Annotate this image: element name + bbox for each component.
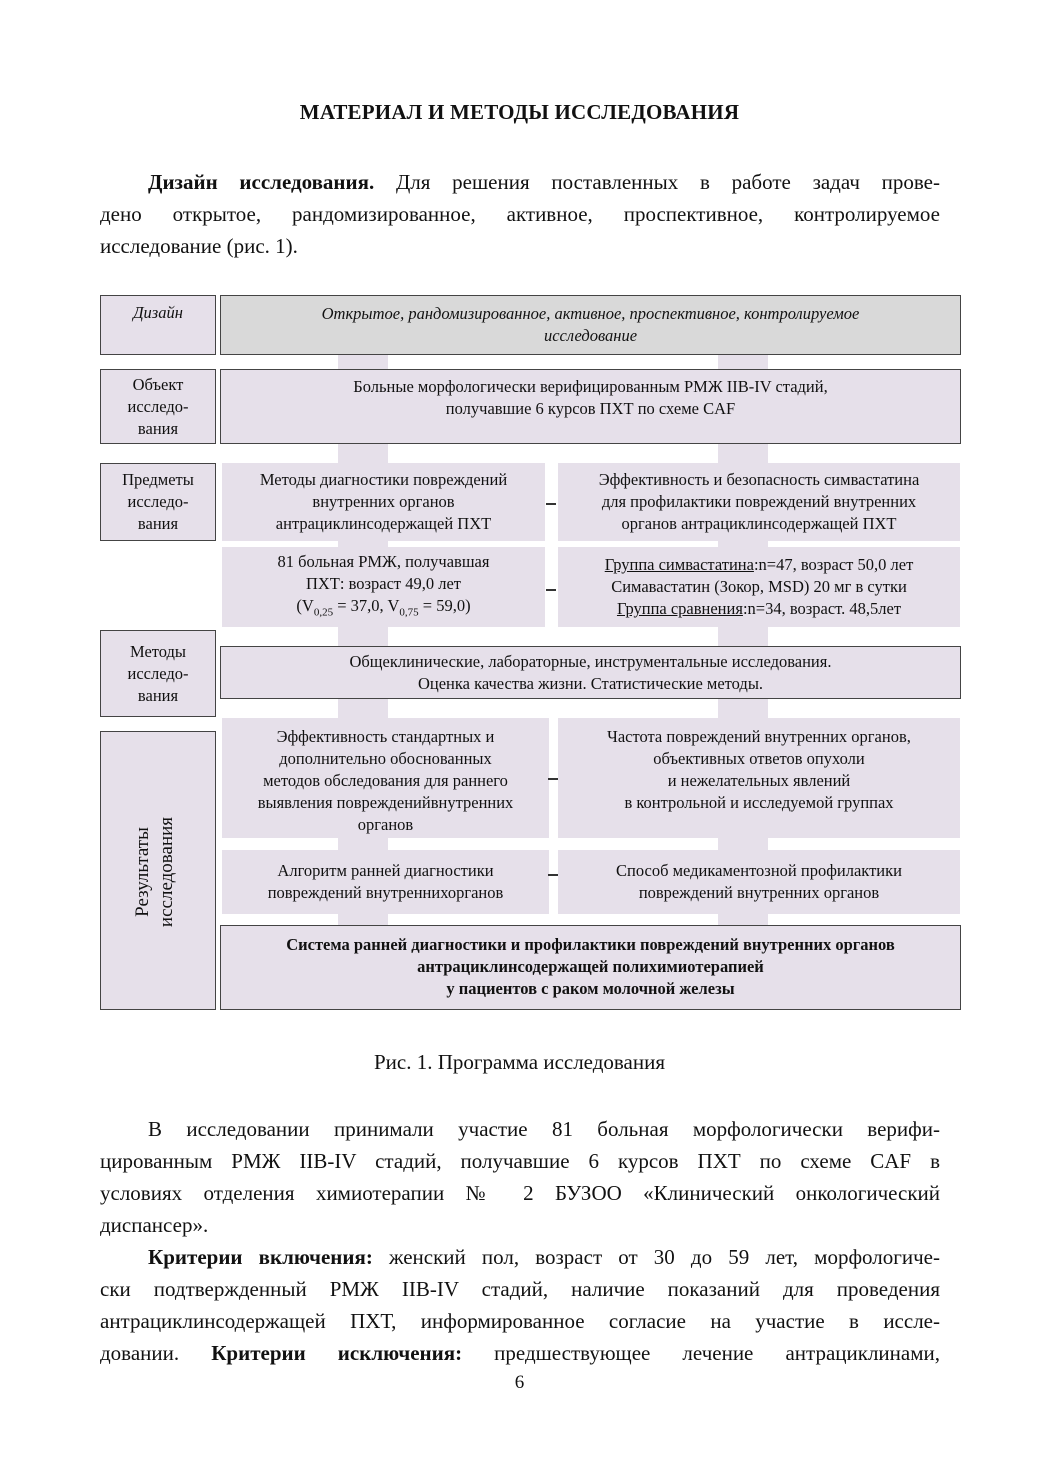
box-line: получавшие 6 курсов ПХТ по схеме CAF bbox=[445, 399, 736, 418]
para-line: антрациклинсодержащей ПХТ, информированное согласие на участие в иссле- bbox=[100, 1309, 940, 1333]
intro-line: дено открытое, рандомизированное, активное, проспективное, контролируемое bbox=[100, 202, 940, 226]
para-line: В исследовании принимали участие 81 больная морфологически верифи- bbox=[148, 1117, 940, 1141]
algorithm-left-box bbox=[222, 850, 549, 914]
exclusion-criteria-label: Критерии исключения: bbox=[211, 1341, 463, 1365]
box-line: внутренних органов bbox=[312, 492, 455, 511]
patients-left-box bbox=[222, 547, 545, 627]
intro-line: Для решения поставленных в работе задач прове- bbox=[374, 170, 940, 194]
box-line: Эффективность и безопасность симвастатина bbox=[598, 470, 920, 489]
group-simvastatin-text: :n=47, возраст 50,0 лет bbox=[753, 555, 914, 574]
para-line: цированным РМЖ IIB-IV стадий, получавшие 6 курсов ПХТ по схеме CAF в bbox=[100, 1149, 940, 1173]
box-line: у пациентов с раком молочной железы bbox=[446, 979, 735, 998]
connector-dash bbox=[546, 589, 556, 591]
box-line: антрациклинсодержащей полихимиотерапией bbox=[417, 957, 764, 976]
connector-dash bbox=[546, 503, 556, 505]
box-line: Алгоритм ранней диагностики bbox=[277, 861, 494, 880]
label-line: Предметы bbox=[122, 470, 194, 489]
label-object bbox=[100, 369, 216, 444]
box-line: методов обследования для раннего bbox=[263, 771, 508, 790]
box-line: Больные морфологически верифицированным РМЖ IIB-IV стадий, bbox=[353, 377, 828, 396]
v-sub: 0,25 bbox=[313, 606, 334, 619]
design-box bbox=[220, 295, 961, 355]
label-line: вания bbox=[137, 514, 179, 533]
results-left-box bbox=[222, 718, 549, 838]
patients-right-box bbox=[558, 547, 960, 627]
label-results-text bbox=[131, 772, 185, 972]
para-line: диспансер». bbox=[100, 1213, 209, 1237]
intro-bold: Дизайн исследования. bbox=[148, 170, 375, 194]
box-line: Оценка качества жизни. Статистические методы. bbox=[417, 673, 764, 693]
group-comparison-text: :n=34, возраст. 48,5лет bbox=[742, 599, 902, 618]
v-mid: = 37,0, V bbox=[333, 595, 400, 615]
subjects-left-box bbox=[222, 463, 545, 541]
box-line: 81 больная РМЖ, получавшая bbox=[277, 551, 490, 571]
box-line: в контрольной и исследуемой группах bbox=[624, 793, 894, 812]
participants-paragraph bbox=[100, 1113, 940, 1241]
label-line: вания bbox=[137, 685, 179, 705]
page-heading: МАТЕРИАЛ И МЕТОДЫ ИССЛЕДОВАНИЯ bbox=[299, 100, 740, 124]
v-close: = 59,0) bbox=[418, 595, 471, 615]
page-number: 6 bbox=[514, 1372, 525, 1393]
label-line: вания bbox=[137, 418, 179, 438]
box-line: выявления поврежденийвнутренних bbox=[257, 793, 514, 812]
object-box bbox=[220, 369, 961, 444]
box-line: антрациклинсодержащей ПХТ bbox=[275, 514, 492, 533]
box-line: Открытое, рандомизированное, активное, проспективное, контролируемое bbox=[321, 304, 860, 323]
box-line: Способ медикаментозной профилактики bbox=[616, 861, 902, 880]
para-line: предшествующее лечение антрациклинами, bbox=[462, 1341, 941, 1365]
label-design-text: Дизайн bbox=[133, 303, 183, 322]
box-line: дополнительно обоснованных bbox=[279, 749, 492, 768]
group-simvastatin-line bbox=[605, 554, 914, 576]
label-line: исследо- bbox=[127, 396, 189, 416]
para-line: довании. bbox=[100, 1341, 212, 1365]
intro-line: исследование (рис. 1). bbox=[100, 234, 298, 258]
label-design bbox=[100, 295, 216, 355]
label-line: исследования bbox=[156, 816, 177, 928]
quartiles-line bbox=[296, 595, 470, 623]
label-line: Результаты bbox=[132, 827, 153, 917]
box-line: органов bbox=[357, 815, 414, 834]
label-line: исследо- bbox=[127, 492, 189, 511]
results-right-box bbox=[558, 718, 960, 838]
box-line: и нежелательных явлений bbox=[667, 771, 851, 790]
para-line: женский пол, возраст от 30 до 59 лет, морфологиче- bbox=[372, 1245, 940, 1269]
box-line: органов антрациклинсодержащей ПХТ bbox=[621, 514, 897, 533]
label-line: Методы bbox=[129, 641, 187, 661]
subjects-right-box bbox=[558, 463, 960, 541]
figure-caption: Рис. 1. Программа исследования bbox=[373, 1050, 666, 1074]
box-line: объективных ответов опухоли bbox=[653, 749, 865, 768]
system-box bbox=[220, 925, 961, 1010]
box-line: Частота повреждений внутренних органов, bbox=[607, 727, 911, 746]
label-line: исследо- bbox=[127, 663, 189, 683]
label-line: Объект bbox=[132, 374, 184, 394]
v-sub: 0,75 bbox=[399, 606, 419, 619]
v-open: (V bbox=[296, 595, 314, 615]
box-line: для профилактики повреждений внутренних bbox=[601, 492, 917, 511]
label-methods bbox=[100, 630, 216, 717]
box-line: Эффективность стандартных и bbox=[276, 727, 495, 746]
criteria-paragraph bbox=[100, 1241, 940, 1369]
box-line: повреждений внутреннихорганов bbox=[267, 883, 504, 902]
group-comparison-line bbox=[617, 598, 901, 620]
para-line: условиях отделения химиотерапии № 2 БУЗОО «Клинический онкологический bbox=[100, 1181, 940, 1205]
box-line: повреждений внутренних органов bbox=[638, 883, 880, 902]
box-line: Общеклинические, лабораторные, инструментальные исследования. bbox=[349, 651, 832, 671]
box-line: Методы диагностики повреждений bbox=[259, 470, 508, 489]
group-comparison-label: Группа сравнения bbox=[616, 599, 743, 618]
para-line: ски подтвержденный РМЖ IIB-IV стадий, наличие показаний для проведения bbox=[100, 1277, 940, 1301]
box-line: ПХТ: возраст 49,0 лет bbox=[305, 573, 462, 593]
box-line: исследование bbox=[543, 326, 638, 345]
label-subjects bbox=[100, 463, 216, 541]
algorithm-right-box bbox=[558, 850, 960, 914]
box-line: Система ранней диагностики и профилактики повреждений внутренних органов bbox=[286, 935, 895, 954]
group-simvastatin-label: Группа симвастатина bbox=[604, 555, 754, 574]
connector-dash bbox=[548, 874, 558, 876]
connector-dash bbox=[548, 778, 558, 780]
inclusion-criteria-label: Критерии включения: bbox=[148, 1245, 373, 1269]
methods-box bbox=[220, 646, 961, 699]
drug-line: Симавастатин (Зокор, MSD) 20 мг в сутки bbox=[611, 577, 907, 596]
